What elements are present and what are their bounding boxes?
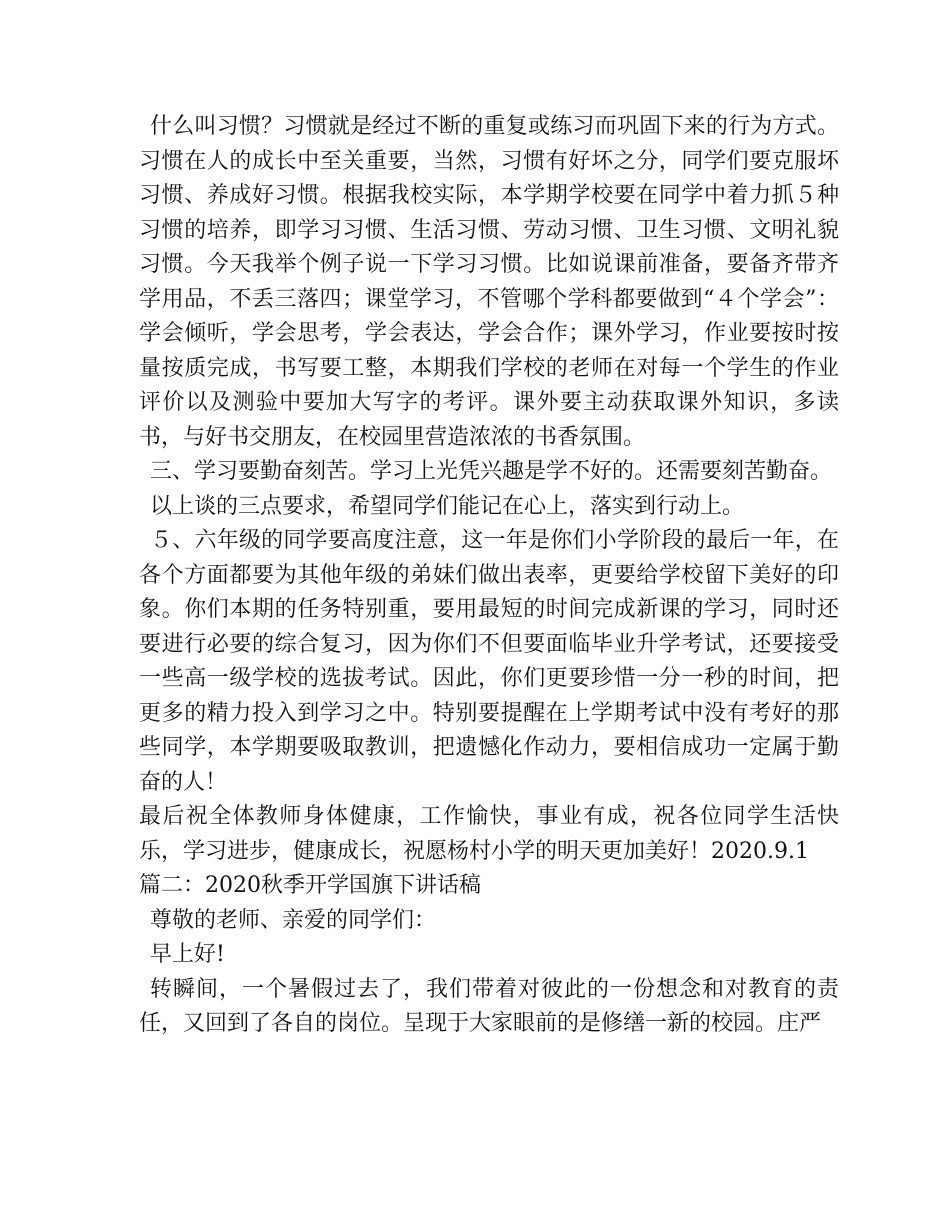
section-title: 篇二：2020秋季开学国旗下讲话稿 [139,873,481,898]
paragraph-salutation: 尊敬的老师、亲爱的同学们： [150,907,437,933]
paragraph-summary: 以上谈的三点要求，希望同学们能记在心上，落实到行动上。 [150,493,745,519]
paragraph-opening: 转瞬间，一个暑假过去了，我们带着对彼此的一份想念和对教育的责任，又回到了各自的岗位。呈现于大家眼前的是修缮一新的校园。庄严 [139,976,839,1036]
document-body [139,110,839,1042]
paragraph-closing-wishes: 最后祝全体教师身体健康，工作愉快，事业有成，祝各位同学生活快乐，学习进步，健康成长，祝愿杨村小学的明天更加美好！2020.9.1 [139,804,839,864]
paragraph-greeting: 早上好! [150,942,225,967]
paragraph-habits: 什么叫习惯？习惯就是经过不断的重复或练习而巩固下来的行为方式。习惯在人的成长中至关重要，当然，习惯有好坏之分，同学们要克服坏习惯、养成好习惯。根据我校实际，本学期学校要在同学中着力抓５种习惯的培养，即学习习惯、生活习惯、劳动习惯、卫生习惯、文明礼貌习惯。今天我举个例子说一下学习习惯。比如说课前准备，要备齐带齐学用品，不丢三落四；课堂学习，不管哪个学科都要做到“４个学会”：学会倾听，学会思考，学会表达，学会合作；课外学习，作业要按时按量按质完成，书写要工整，本期我们学校的老师在对每一个学生的作业评价以及测验中要加大写字的考评。课外要主动获取课外知识，多读书，与好书交朋友，在校园里营造浓浓的书香氛围。 [139,114,839,450]
paragraph-diligence: 三、学习要勤奋刻苦。学习上光凭兴趣是学不好的。还需要刻苦勤奋。 [150,459,833,484]
paragraph-grade-six: ５、六年级的同学要高度注意，这一年是你们小学阶段的最后一年，在各个方面都要为其他年级的弟妹们做出表率，更要给学校留下美好的印象。你们本期的任务特别重，要用最短的时间完成新课的学习，同时还要进行必要的综合复习，因为你们不但要面临毕业升学考试，还要接受一些高一级学校的选拔考试。因此，你们更要珍惜一分一秒的时间，把更多的精力投入到学习之中。特别要提醒在上学期考试中没有考好的那些同学，本学期要吸取教训，把遗憾化作动力，要相信成功一定属于勤奋的人！ [139,528,839,795]
